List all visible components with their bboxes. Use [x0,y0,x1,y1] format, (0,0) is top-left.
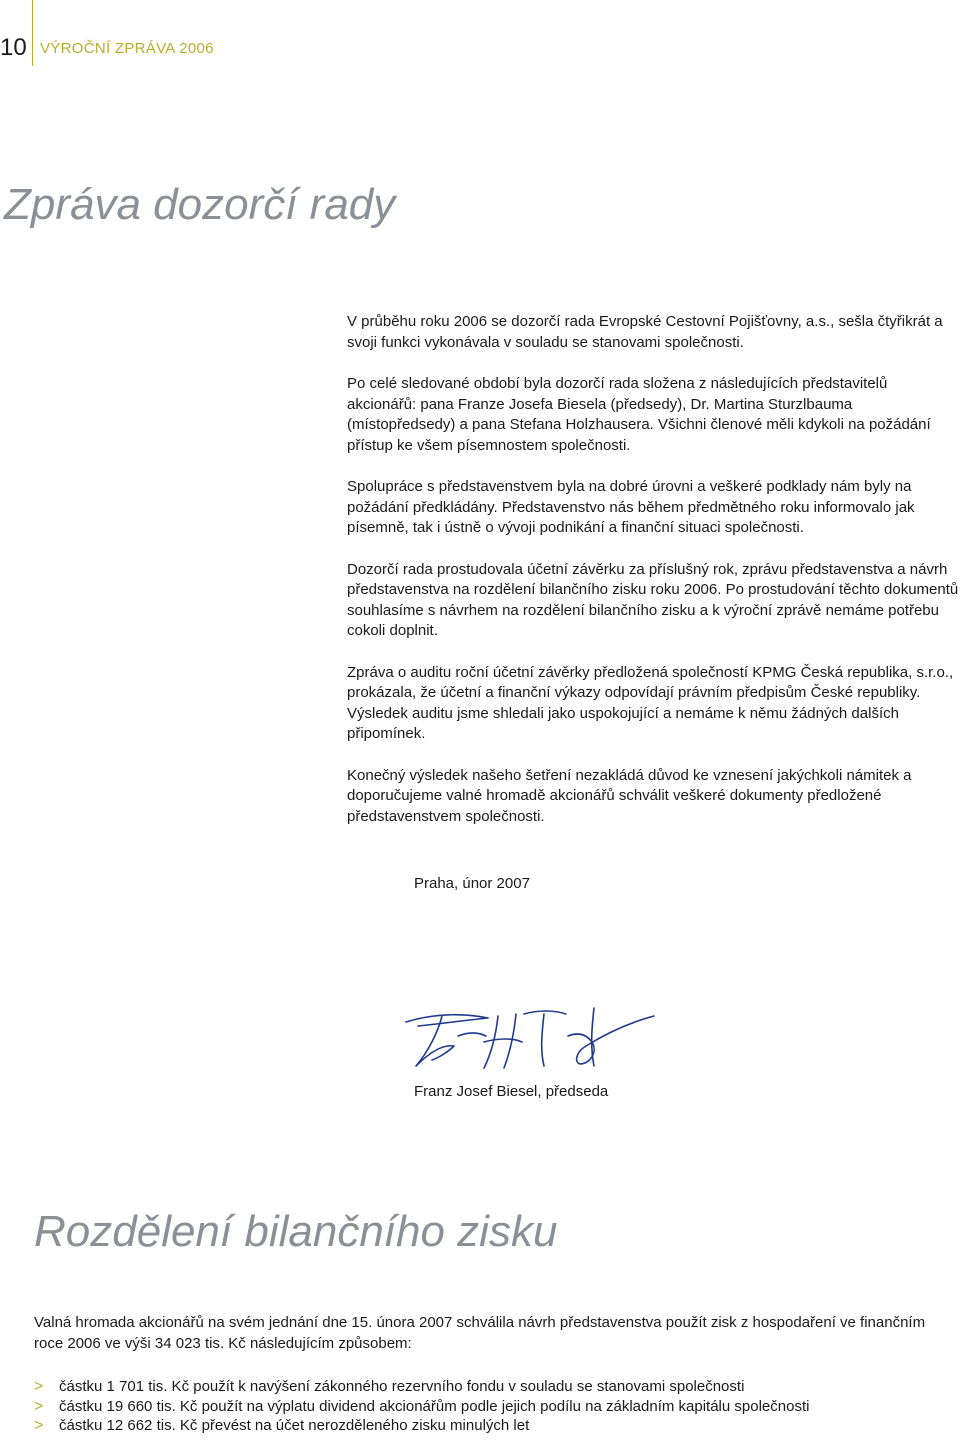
distribution-intro: Valná hromada akcionářů na svém jednání dne 15. února 2007 schválila návrh představenstva použít zisk z hospodaření ve finančním roce 2006 ve výši 34 023 tis. Kč následujícím způsobem: [34,1314,926,1352]
distribution-list [34,1377,934,1436]
signer-name: Franz Josef Biesel, předseda [414,1083,609,1100]
section-title-profit-distribution: Rozdělení bilančního zisku [34,1207,558,1256]
list-item-text: částku 1 701 tis. Kč použít k navýšení zákonného rezervního fondu v souladu se stanovami společnosti [59,1378,745,1395]
report-body [347,312,959,848]
signature-image [398,1002,660,1074]
report-title: VÝROČNÍ ZPRÁVA 2006 [40,40,214,57]
list-marker: > [34,1378,44,1395]
list-item-text: částku 19 660 tis. Kč použít na výplatu dividend akcionářům podle jejich podílu na základním kapitálu společnosti [59,1397,810,1415]
place-date: Praha, únor 2007 [414,875,530,892]
page-number: 10 [0,34,27,61]
section-title-supervisory-board-report: Zpráva dozorčí rady [4,180,396,229]
paragraph: V průběhu roku 2006 se dozorčí rada Evropské Cestovní Pojišťovny, a.s., sešla čtyřikrát a svoji funkci vykonávala v souladu se stanovami společnosti. [347,313,943,351]
paragraph: Zpráva o auditu roční účetní závěrky předložená společností KPMG Česká republika, s.r.o., prokázala, že účetní a finanční výkazy odpovídají právním předpisům České republiky. Výsledek auditu jsme shledali jako uspokojující a nemáme k němu žádných dalších připomínek. [347,663,954,742]
paragraph: Dozorčí rada prostudovala účetní závěrku za příslušný rok, zprávu představenstva a návrh představenstva na rozdělení bilančního zisku roku 2006. Po prostudování těchto dokumentů souhlasíme s návrhem na rozdělení bilančního zisku a k výroční zprávě nemáme potřebu cokoli doplnit. [347,560,959,639]
list-item [34,1377,934,1397]
list-item [34,1416,934,1436]
list-marker: > [34,1397,44,1415]
list-item [34,1397,934,1417]
paragraph: Spolupráce s představenstvem byla na dobré úrovni a veškeré podklady nám byly na požádání předkládány. Představenstvo nás během předmětného roku informovalo jak písemně, tak i ústně o vývoji podnikání a finanční situaci společnosti. [347,478,915,536]
paragraph: Konečný výsledek našeho šetření nezakládá důvod ke vznesení jakýchkoli námitek a doporučujeme valné hromadě akcionářů schválit veškeré dokumenty předložené představenstvem společnosti. [347,766,912,825]
profit-distribution-body [34,1313,934,1436]
list-marker: > [34,1417,44,1434]
paragraph: Po celé sledované období byla dozorčí rada složena z následujících představitelů akcionářů: pana Franze Josefa Biesela (předsedy), Dr. Martina Sturzlbauma (místopředsedy) a pana Stefana Holzhausera. Všichni členové měli kdykoli na požádání přístup ke všem písemnostem společnosti. [347,375,931,454]
header-divider [32,0,33,66]
list-item-text: částku 12 662 tis. Kč převést na účet nerozděleného zisku minulých let [59,1417,530,1434]
